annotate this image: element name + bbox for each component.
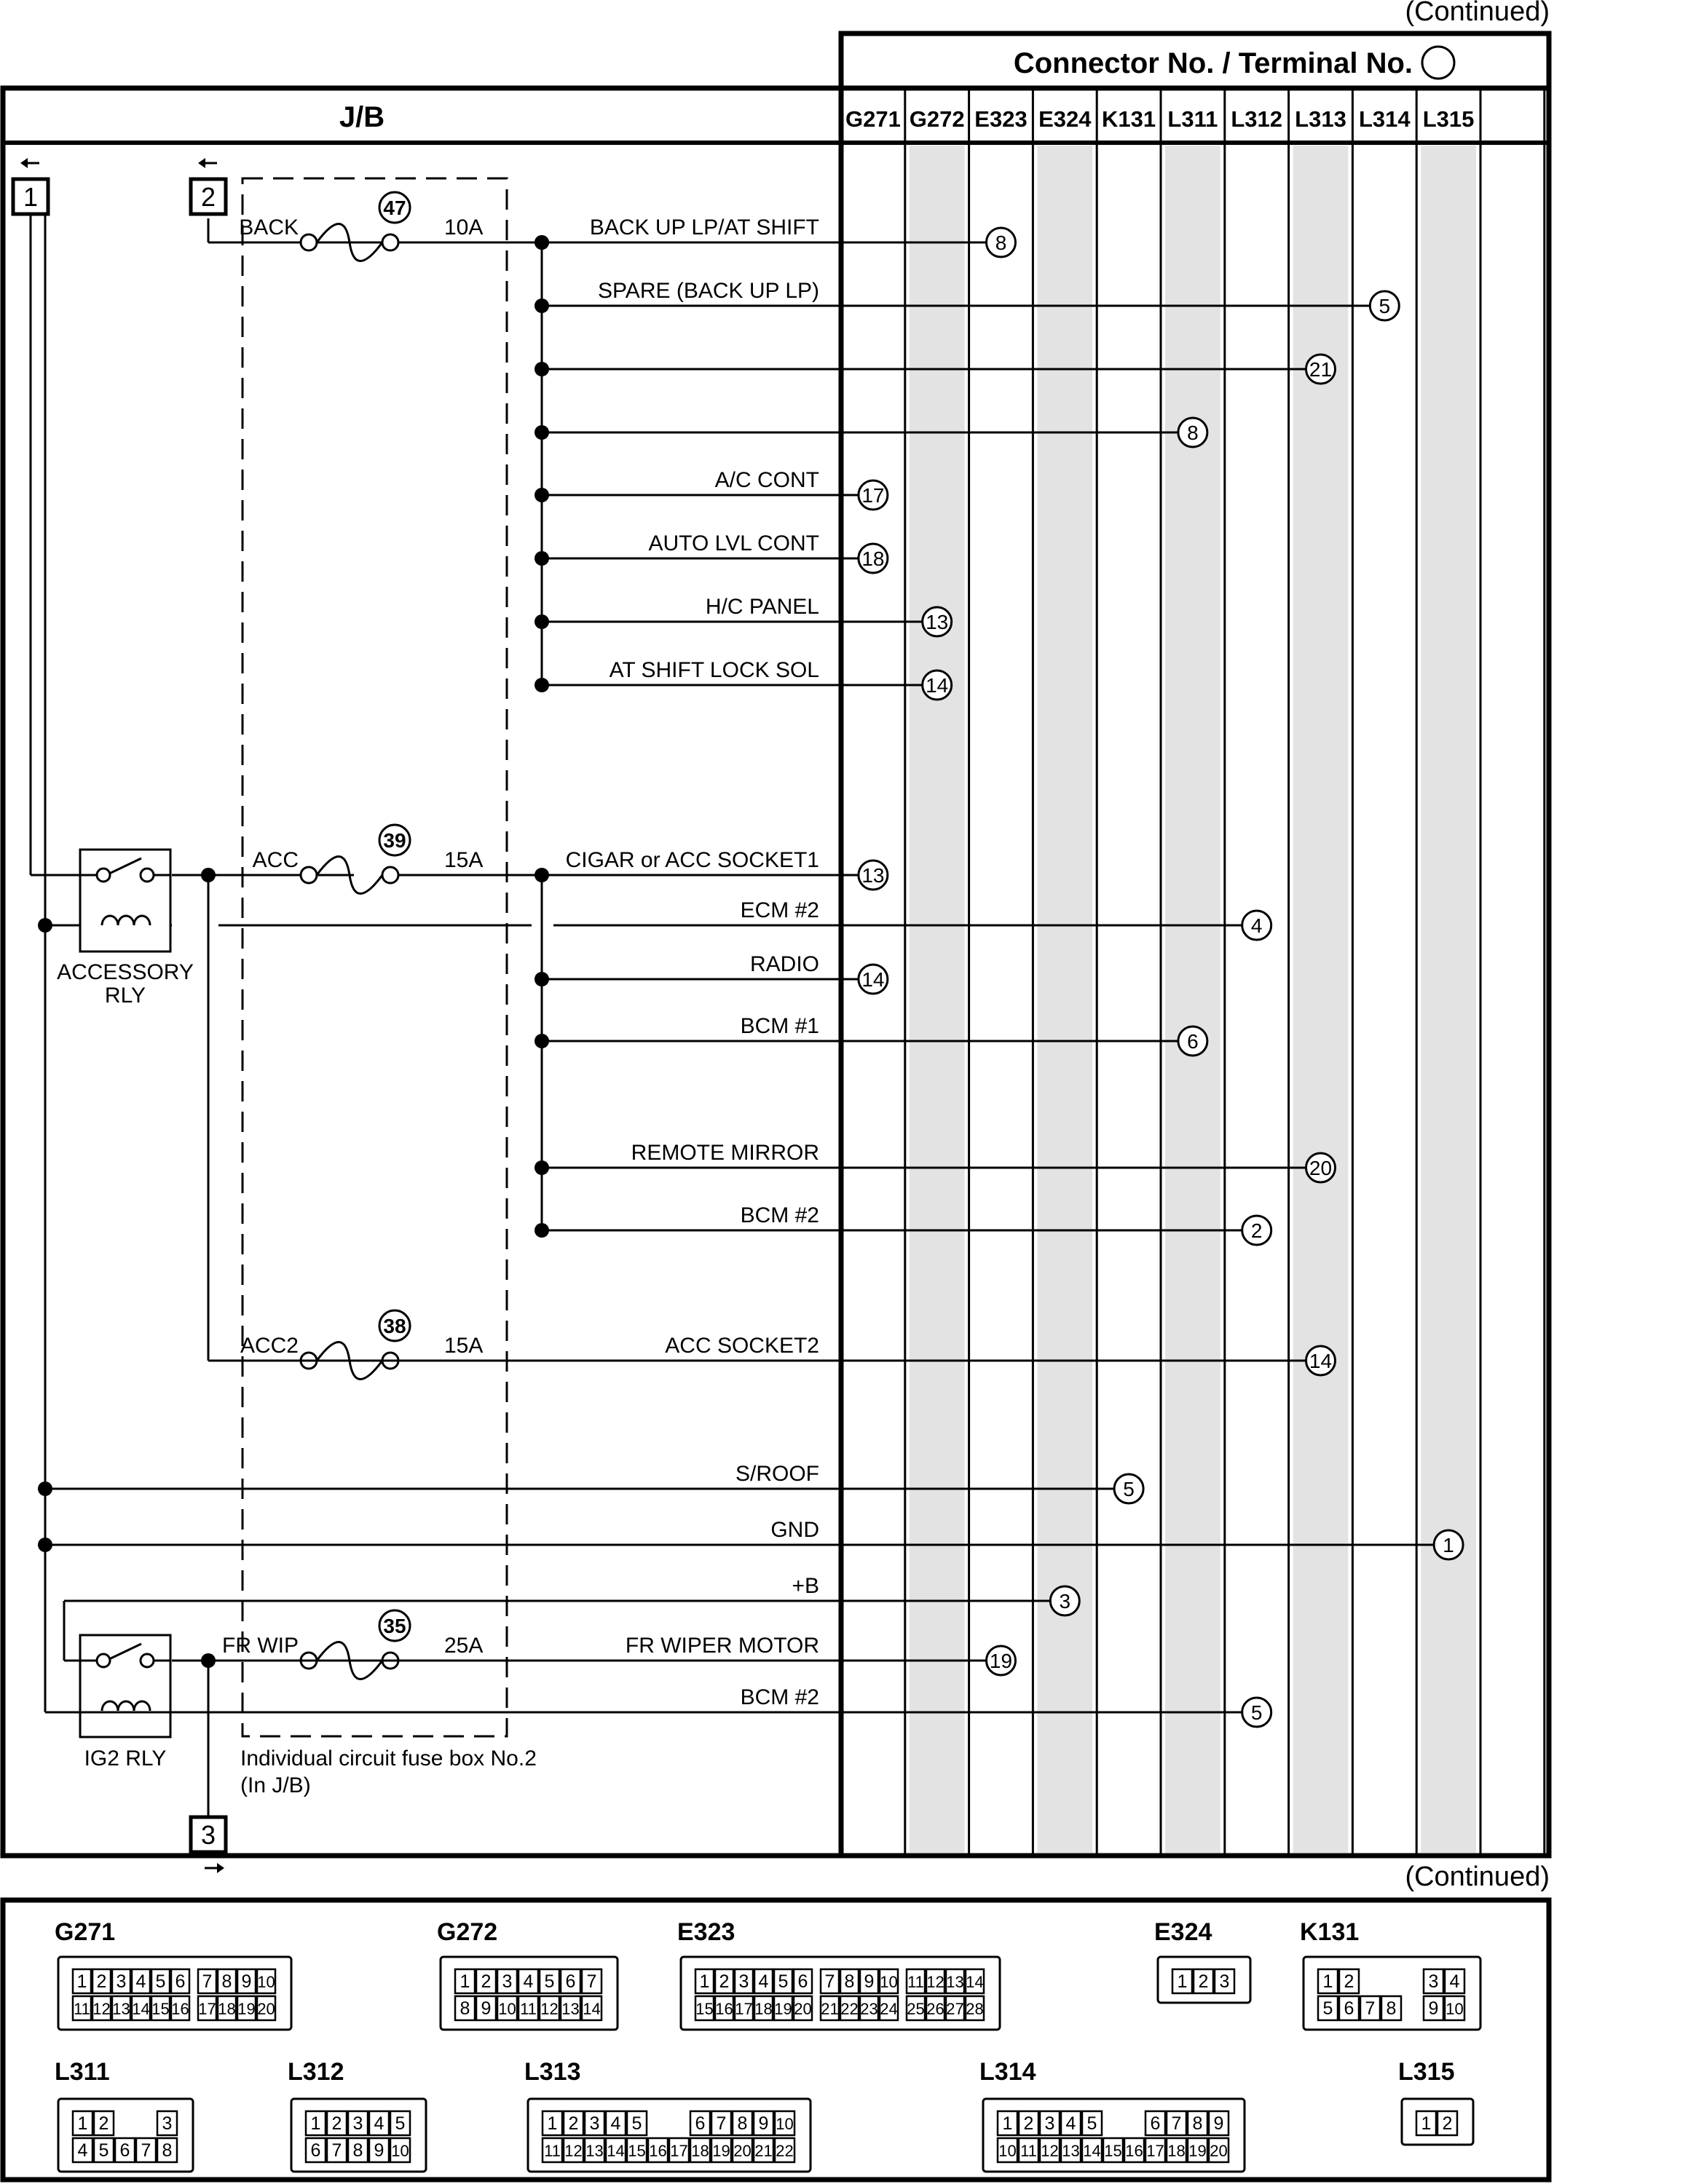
terminal-number: 8 xyxy=(1187,422,1199,444)
pin-number: 1 xyxy=(1322,1971,1333,1992)
connector-header-title: Connector No. / Terminal No. xyxy=(1013,47,1413,79)
pin-number: 19 xyxy=(712,2142,730,2160)
terminal-number: 3 xyxy=(1059,1590,1071,1613)
circuit-label: SPARE (BACK UP LP) xyxy=(598,279,819,303)
pin-number: 8 xyxy=(162,2140,173,2161)
pin-number: 20 xyxy=(1210,2142,1228,2160)
pin-number: 3 xyxy=(738,1971,749,1992)
pin-number: 15 xyxy=(628,2142,646,2160)
pin-number: 7 xyxy=(331,2140,342,2161)
column-header-g272: G272 xyxy=(909,106,965,132)
column-shade xyxy=(1421,146,1476,1853)
arrow-icon xyxy=(198,158,205,168)
pin-number: 4 xyxy=(1065,2113,1076,2134)
pin-number: 6 xyxy=(1150,2113,1161,2134)
column-header-g271: G271 xyxy=(845,106,901,132)
splice-dot xyxy=(535,868,549,882)
circuit-row xyxy=(535,531,888,573)
fuse-box-outline xyxy=(242,178,507,1736)
circuit-label: S/ROOF xyxy=(735,1462,819,1486)
fuse-frwip xyxy=(222,1610,539,1679)
fuse-terminal xyxy=(301,867,317,883)
pin-number: 12 xyxy=(926,1973,944,1991)
pin-number: 8 xyxy=(1192,2113,1203,2134)
pin-number: 14 xyxy=(966,1973,984,1991)
pin-number: 13 xyxy=(585,2142,604,2160)
pin-number: 6 xyxy=(797,1971,808,1992)
pin-number: 15 xyxy=(151,2000,170,2018)
accessory-relay-label-1: ACCESSORY xyxy=(57,960,194,984)
pin-number: 3 xyxy=(1219,1971,1230,1992)
connector-face-e323 xyxy=(677,1918,1000,2030)
fuse-rating: 10A xyxy=(444,215,484,240)
pin-number: 23 xyxy=(860,2000,878,2018)
pin-number: 8 xyxy=(737,2113,748,2134)
arrow-icon xyxy=(20,158,28,168)
circuit-label: BACK UP LP/AT SHIFT xyxy=(589,215,819,240)
pin-number: 2 xyxy=(1442,2113,1453,2134)
pin-number: 4 xyxy=(758,1971,769,1992)
pin-number: 3 xyxy=(1044,2113,1055,2134)
circuit-label: FR WIPER MOTOR xyxy=(625,1634,819,1658)
pin-number: 5 xyxy=(1322,1998,1333,2019)
pin-number: 9 xyxy=(758,2113,769,2134)
column-header-l314: L314 xyxy=(1358,106,1411,132)
pin-number: 18 xyxy=(691,2142,709,2160)
pin-number: 13 xyxy=(946,1973,964,1991)
splice-dot xyxy=(535,972,549,986)
fuse-number: 38 xyxy=(383,1315,406,1337)
pin-number: 7 xyxy=(202,1971,213,1992)
splice-dot xyxy=(535,488,549,502)
pin-number: 12 xyxy=(92,2000,111,2018)
connector-faces xyxy=(55,1918,1480,2172)
pin-number: 1 xyxy=(1002,2113,1013,2134)
pin-number: 11 xyxy=(907,1973,924,1991)
terminal-number: 6 xyxy=(1187,1030,1199,1053)
connector-face-name: E324 xyxy=(1154,1918,1212,1946)
pin-number: 16 xyxy=(1125,2142,1143,2160)
terminal-number: 4 xyxy=(1250,914,1263,937)
pin-number: 9 xyxy=(481,1998,492,2019)
pin-number: 14 xyxy=(583,2000,601,2018)
pin-number: 2 xyxy=(1023,2113,1034,2134)
circuit-label: REMOTE MIRROR xyxy=(631,1141,819,1165)
circuit-row xyxy=(535,848,888,890)
pin-number: 15 xyxy=(695,2000,714,2018)
pin-number: 1 xyxy=(1421,2113,1432,2134)
pin-number: 14 xyxy=(607,2142,625,2160)
pin-number: 3 xyxy=(502,1971,513,1992)
circuit-label: BCM #2 xyxy=(740,1203,819,1227)
fuse-terminal xyxy=(301,234,317,250)
pin-number: 19 xyxy=(774,2000,792,2018)
pin-number: 4 xyxy=(374,2113,384,2134)
pin-number: 6 xyxy=(310,2140,321,2161)
pin-number: 17 xyxy=(198,2000,216,2018)
connector-face-g271 xyxy=(55,1918,291,2030)
pin-number: 11 xyxy=(544,2142,561,2160)
pin-number: 4 xyxy=(135,1971,146,1992)
pin-number: 15 xyxy=(1104,2142,1122,2160)
pin-number: 2 xyxy=(1198,1971,1209,1992)
pin-number: 9 xyxy=(1428,1998,1439,2019)
column-header-l311: L311 xyxy=(1167,106,1218,132)
fuse-rating: 15A xyxy=(444,1334,484,1358)
arrow-icon xyxy=(217,1863,224,1873)
terminal-number: 19 xyxy=(989,1650,1013,1672)
terminal-number: 8 xyxy=(995,232,1007,254)
circuit-label: +B xyxy=(792,1574,819,1598)
pin-number: 4 xyxy=(77,2140,88,2161)
junction-tag-1 xyxy=(13,158,48,214)
connector-face-l314 xyxy=(979,2058,1245,2172)
pin-number: 9 xyxy=(241,1971,252,1992)
pin-number: 21 xyxy=(821,2000,839,2018)
tag-number: 3 xyxy=(200,1820,216,1850)
circuits xyxy=(45,215,1463,1727)
ig2-relay xyxy=(80,1635,170,1737)
pin-number: 1 xyxy=(76,1971,87,1992)
terminal-number: 13 xyxy=(926,611,949,633)
pin-number: 14 xyxy=(132,2000,150,2018)
accessory-relay xyxy=(80,850,170,951)
relay-contact xyxy=(141,1654,154,1667)
circuit-row xyxy=(45,1518,1463,1559)
splice-dot xyxy=(535,1034,549,1048)
connector-face-k131 xyxy=(1300,1918,1480,2030)
continued-label-top: (Continued) xyxy=(1405,0,1550,27)
pin-number: 6 xyxy=(175,1971,186,1992)
circuit-label: ACC SOCKET2 xyxy=(665,1334,819,1358)
pin-number: 5 xyxy=(395,2113,406,2134)
circuit-row xyxy=(535,952,888,994)
pin-number: 5 xyxy=(778,1971,789,1992)
pin-number: 5 xyxy=(631,2113,642,2134)
splice-dot xyxy=(535,614,549,629)
pin-number: 1 xyxy=(460,1971,470,1992)
terminal-number: 14 xyxy=(926,674,949,697)
circuit-label: A/C CONT xyxy=(714,468,819,492)
pin-number: 11 xyxy=(74,2000,90,2018)
pin-number: 8 xyxy=(460,1998,470,2019)
junction-tag-2 xyxy=(191,158,226,214)
splice-dot xyxy=(535,235,549,250)
pin-number: 26 xyxy=(926,2000,944,2018)
column-header-e324: E324 xyxy=(1038,106,1092,132)
pin-number: 6 xyxy=(119,2140,130,2161)
fuse-acc2 xyxy=(240,1310,539,1380)
pin-number: 9 xyxy=(374,2140,384,2161)
fuse-name: FR WIP xyxy=(222,1634,299,1658)
pin-number: 2 xyxy=(568,2113,579,2134)
circuit-label: RADIO xyxy=(749,952,819,976)
pin-number: 2 xyxy=(96,1971,107,1992)
pin-number: 28 xyxy=(966,2000,984,2018)
splice-dot xyxy=(535,1160,549,1175)
pin-number: 17 xyxy=(670,2142,688,2160)
pin-number: 16 xyxy=(715,2000,733,2018)
pin-number: 20 xyxy=(794,2000,812,2018)
circuit-row xyxy=(535,658,952,700)
pin-number: 13 xyxy=(112,2000,130,2018)
pin-number: 1 xyxy=(1177,1971,1188,1992)
column-header-l313: L313 xyxy=(1295,106,1346,132)
connector-face-name: L313 xyxy=(524,2058,581,2086)
pin-number: 8 xyxy=(352,2140,363,2161)
terminal-number: 13 xyxy=(861,864,885,887)
pin-number: 6 xyxy=(565,1971,576,1992)
column-shade xyxy=(1293,146,1349,1853)
fuse-back xyxy=(239,192,539,261)
pin-number: 10 xyxy=(776,2115,794,2133)
wiring-lines xyxy=(31,205,549,1823)
terminal-number: 21 xyxy=(1309,358,1333,381)
splice-dot xyxy=(535,551,549,566)
fuse-name: ACC2 xyxy=(240,1334,299,1358)
pin-number: 11 xyxy=(1020,2142,1037,2160)
fuse-number: 39 xyxy=(383,829,406,852)
pin-number: 1 xyxy=(547,2113,558,2134)
pin-number: 2 xyxy=(481,1971,492,1992)
splice-dot xyxy=(38,918,52,933)
terminal-number: 18 xyxy=(861,547,885,570)
pin-number: 7 xyxy=(716,2113,727,2134)
connector-face-name: L315 xyxy=(1398,2058,1455,2086)
pin-number: 14 xyxy=(1083,2142,1101,2160)
pin-number: 3 xyxy=(352,2113,363,2134)
circuit-label: ECM #2 xyxy=(740,898,819,922)
pin-number: 4 xyxy=(523,1971,534,1992)
splice-dot xyxy=(535,362,549,376)
terminal-number: 14 xyxy=(861,968,885,991)
column-header-l315: L315 xyxy=(1422,106,1475,132)
pin-number: 16 xyxy=(171,2000,189,2018)
fuse-terminal xyxy=(382,867,398,883)
pin-number: 3 xyxy=(589,2113,600,2134)
circuit-row xyxy=(535,279,1399,320)
pin-number: 6 xyxy=(1344,1998,1354,2019)
circuit-label: AUTO LVL CONT xyxy=(648,531,819,555)
circuit-row xyxy=(535,418,1207,447)
pin-number: 22 xyxy=(776,2142,794,2160)
splice-dot xyxy=(535,425,549,440)
pin-number: 22 xyxy=(840,2000,859,2018)
pin-number: 7 xyxy=(824,1971,835,1992)
column-header-l312: L312 xyxy=(1231,106,1283,132)
pin-number: 3 xyxy=(116,1971,127,1992)
splice-dot xyxy=(201,868,216,882)
accessory-relay-label-2: RLY xyxy=(104,984,146,1008)
pin-number: 5 xyxy=(155,1971,166,1992)
pin-number: 2 xyxy=(331,2113,342,2134)
circuit-row xyxy=(208,1634,1016,1675)
terminal-number: 2 xyxy=(1250,1219,1263,1242)
pin-number: 12 xyxy=(564,2142,583,2160)
pin-number: 13 xyxy=(1062,2142,1080,2160)
tag-number: 2 xyxy=(200,182,216,212)
pin-number: 7 xyxy=(141,2140,151,2161)
pin-number: 4 xyxy=(610,2113,621,2134)
pin-number: 18 xyxy=(218,2000,236,2018)
pin-number: 2 xyxy=(98,2113,109,2134)
terminal-number: 17 xyxy=(861,484,885,507)
column-header-k131: K131 xyxy=(1102,106,1156,132)
pin-number: 3 xyxy=(162,2113,173,2134)
fuse-rating: 15A xyxy=(444,848,484,872)
splice-dot xyxy=(535,1223,549,1238)
terminal-number: 5 xyxy=(1250,1701,1263,1724)
connector-face-g272 xyxy=(437,1918,618,2030)
connector-face-l315 xyxy=(1398,2058,1473,2145)
circuit-label: BCM #1 xyxy=(740,1014,819,1038)
connector-face-name: G272 xyxy=(437,1918,498,1946)
pin-number: 5 xyxy=(1086,2113,1097,2134)
connector-face-name: K131 xyxy=(1300,1918,1360,1946)
pin-number: 20 xyxy=(257,2000,275,2018)
relay-contact xyxy=(97,869,110,882)
terminal-number: 20 xyxy=(1309,1157,1333,1179)
circuit-row xyxy=(535,595,952,636)
pin-number: 10 xyxy=(998,2142,1017,2160)
pin-number: 10 xyxy=(498,2000,516,2018)
pin-number: 21 xyxy=(754,2142,773,2160)
connector-face-name: E323 xyxy=(677,1918,735,1946)
circuit-label: GND xyxy=(770,1518,819,1542)
splice-dot xyxy=(535,298,549,313)
pin-number: 17 xyxy=(1146,2142,1164,2160)
ig2-relay-label: IG2 RLY xyxy=(84,1746,167,1770)
pin-number: 16 xyxy=(649,2142,667,2160)
pin-number: 7 xyxy=(586,1971,597,1992)
pin-number: 27 xyxy=(946,2000,964,2018)
pin-number: 2 xyxy=(1344,1971,1354,1992)
splice-dot xyxy=(535,678,549,692)
pin-number: 5 xyxy=(98,2140,109,2161)
pin-number: 7 xyxy=(1171,2113,1182,2134)
pin-number: 9 xyxy=(1213,2113,1224,2134)
pin-number: 4 xyxy=(1449,1971,1460,1992)
fuse-acc xyxy=(248,825,539,894)
pin-number: 2 xyxy=(719,1971,730,1992)
terminal-number: 1 xyxy=(1443,1534,1454,1556)
column-header-e323: E323 xyxy=(974,106,1028,132)
relay-contact xyxy=(141,869,154,882)
pin-number: 1 xyxy=(699,1971,710,1992)
connector-face-l311 xyxy=(55,2058,193,2172)
pin-number: 6 xyxy=(695,2113,706,2134)
connector-face-l312 xyxy=(288,2058,426,2172)
pin-number: 19 xyxy=(1188,2142,1207,2160)
terminal-circle-icon xyxy=(1422,47,1454,79)
pin-number: 10 xyxy=(1446,2000,1464,2018)
pin-number: 10 xyxy=(391,2142,409,2160)
pin-number: 25 xyxy=(907,2000,925,2018)
pin-number: 8 xyxy=(1386,1998,1397,2019)
connector-face-e324 xyxy=(1154,1918,1250,2003)
pin-number: 11 xyxy=(520,2000,537,2018)
terminal-number: 5 xyxy=(1123,1478,1135,1500)
continued-label-bottom: (Continued) xyxy=(1405,1861,1550,1892)
connector-face-l313 xyxy=(524,2058,811,2172)
pin-number: 10 xyxy=(880,1973,898,1991)
pin-number: 5 xyxy=(544,1971,555,1992)
pin-number: 13 xyxy=(561,2000,580,2018)
connector-face-name: L314 xyxy=(979,2058,1036,2086)
circuit-label: AT SHIFT LOCK SOL xyxy=(609,658,819,682)
fuse-name: BACK xyxy=(239,215,299,240)
relay-contact xyxy=(97,1654,110,1667)
fuse-name: ACC xyxy=(252,848,299,872)
column-shade xyxy=(910,146,965,1853)
pin-number: 24 xyxy=(880,2000,898,2018)
pin-number: 1 xyxy=(77,2113,88,2134)
fuse-number: 47 xyxy=(383,197,406,219)
pin-number: 20 xyxy=(733,2142,752,2160)
pin-number: 18 xyxy=(1167,2142,1186,2160)
connector-face-name: L312 xyxy=(288,2058,344,2086)
jb-label: J/B xyxy=(339,101,385,133)
connector-face-name: L311 xyxy=(55,2058,110,2086)
fuses xyxy=(222,192,539,1679)
fuse-terminal xyxy=(382,234,398,250)
circuit-row xyxy=(535,1014,1207,1056)
column-shade xyxy=(1165,146,1220,1853)
fuse-rating: 25A xyxy=(444,1634,484,1658)
circuit-label: CIGAR or ACC SOCKET1 xyxy=(565,848,819,872)
pin-number: 3 xyxy=(1428,1971,1439,1992)
tag-number: 1 xyxy=(23,182,39,212)
terminal-number: 5 xyxy=(1379,295,1391,317)
circuit-row xyxy=(45,1462,1143,1503)
pin-number: 10 xyxy=(257,1973,275,1991)
fuse-number: 35 xyxy=(383,1615,406,1637)
pin-number: 19 xyxy=(237,2000,256,2018)
terminal-number: 14 xyxy=(1309,1350,1333,1372)
pin-number: 12 xyxy=(540,2000,559,2018)
pin-number: 12 xyxy=(1041,2142,1059,2160)
connector-face-name: G271 xyxy=(55,1918,116,1946)
fuse-box-note-line1: Individual circuit fuse box No.2 xyxy=(240,1746,537,1770)
pin-number: 9 xyxy=(864,1971,875,1992)
pin-number: 8 xyxy=(221,1971,232,1992)
fuse-box-note-line2: (In J/B) xyxy=(240,1773,311,1797)
pin-number: 7 xyxy=(1365,1998,1376,2019)
circuit-label: H/C PANEL xyxy=(705,595,819,619)
circuit-row xyxy=(535,468,888,510)
pin-number: 18 xyxy=(754,2000,773,2018)
pin-number: 8 xyxy=(844,1971,855,1992)
pin-number: 1 xyxy=(310,2113,321,2134)
junction-tag-3 xyxy=(191,1817,226,1873)
circuit-label: BCM #2 xyxy=(740,1685,819,1709)
pin-number: 17 xyxy=(735,2000,753,2018)
